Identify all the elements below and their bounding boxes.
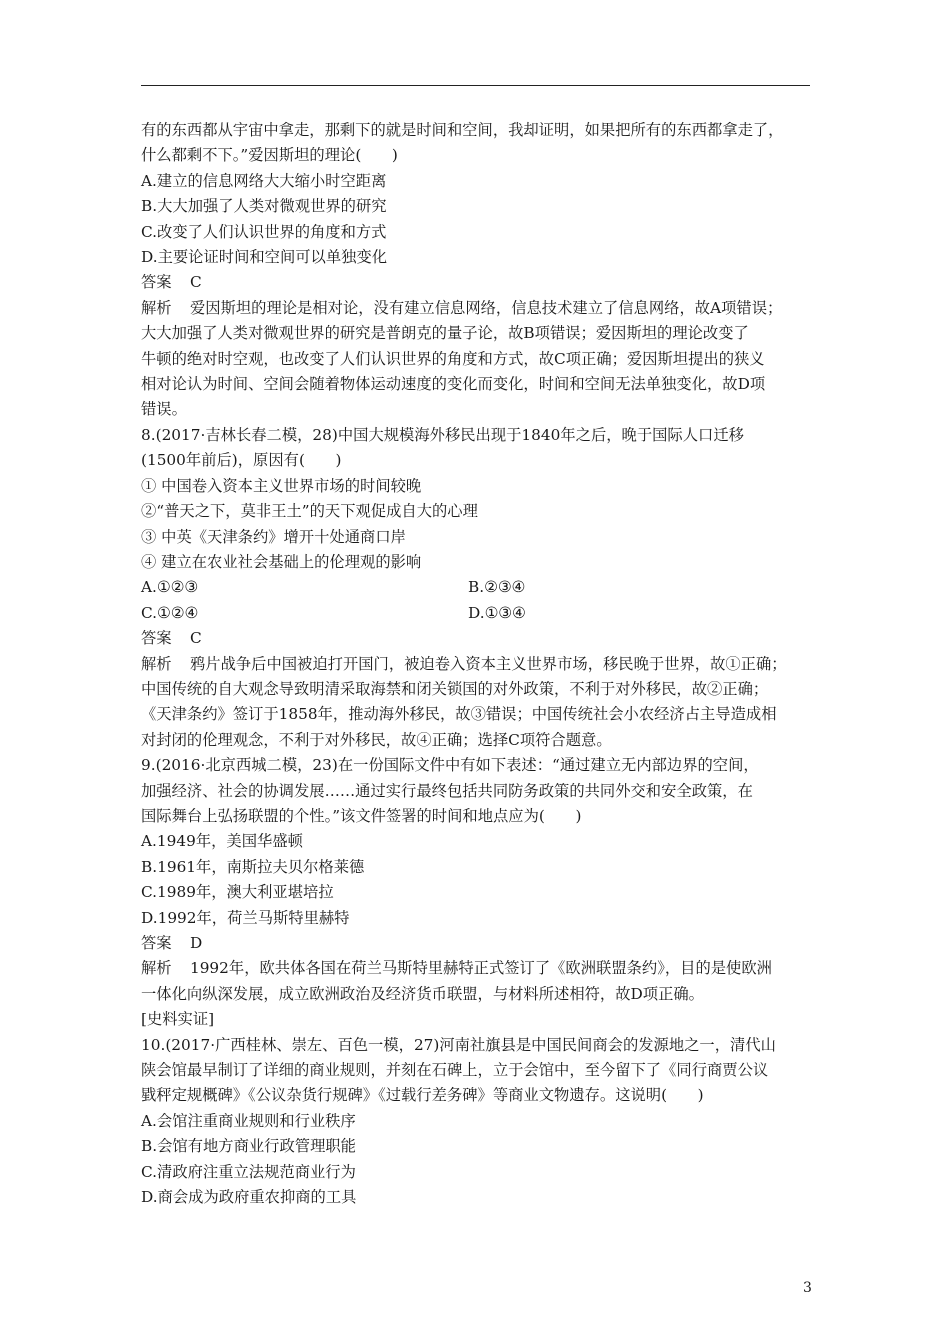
q7-stem-line: 有的东西都从宇宙中拿走，那剩下的就是时间和空间，我却证明，如果把所有的东西都拿走了， xyxy=(141,121,784,139)
q10-stem-line: 10.(2017·广西桂林、崇左、百色一模，27)河南社旗县是中国民间商会的发源地之一，清代山 xyxy=(141,1035,776,1054)
q7-analysis-line: 错误。 xyxy=(141,400,187,419)
q9-stem-line: 国际舞台上弘扬联盟的个性。”该文件签署的时间和地点应为( ) xyxy=(141,806,582,825)
answer-value: C xyxy=(189,629,202,648)
answer-value: C xyxy=(189,273,202,292)
q7-answer xyxy=(141,270,813,295)
q8-option-d: D.①③④ xyxy=(468,603,526,622)
q9-analysis xyxy=(141,956,813,981)
q8-stem-line: 8.(2017·吉林长春二模，28)中国大规模海外移民出现于1840年之后，晚于国际人口迁移 xyxy=(141,425,744,444)
q8-item-4: ④ 建立在农业社会基础上的伦理观的影响 xyxy=(141,552,422,571)
q9-stem-line: 加强经济、社会的协调发展……通过实行最终包括共同防务政策的共同外交和安全政策，在 xyxy=(141,781,753,800)
q9-option-d: D.1992年，荷兰马斯特里赫特 xyxy=(141,908,350,927)
analysis-text: 1992年，欧共体各国在荷兰马斯特里赫特正式签订了《欧洲联盟条约》，目的是使欧洲 xyxy=(189,959,772,978)
page-number: 3 xyxy=(803,1280,812,1296)
q10-option-a: A.会馆注重商业规则和行业秩序 xyxy=(141,1111,356,1130)
q10-option-b: B.会馆有地方商业行政管理职能 xyxy=(141,1137,356,1156)
answer-value: D xyxy=(189,934,203,952)
page-content xyxy=(141,118,813,1210)
q9-answer xyxy=(141,931,813,956)
analysis-label: 解析 xyxy=(141,959,172,978)
q8-analysis-line: 对封闭的伦理观念，不利于对外移民，故④正确；选择C项符合题意。 xyxy=(141,730,612,749)
header-rule xyxy=(141,85,810,86)
q7-analysis-line: 牛顿的绝对时空观，也改变了人们认识世界的角度和方式，故C项正确；爱因斯坦提出的狭义 xyxy=(141,349,765,368)
q8-options-row xyxy=(141,601,813,626)
q8-option-b: B.②③④ xyxy=(468,578,526,597)
q8-option-a: A.①②③ xyxy=(141,578,199,597)
q8-answer xyxy=(141,626,813,651)
q8-option-c: C.①②④ xyxy=(141,603,199,622)
q7-option-d: D.主要论证时间和空间可以单独变化 xyxy=(141,248,388,267)
q7-option-c: C.改变了人们认识世界的角度和方式 xyxy=(141,222,387,241)
q8-item-3: ③ 中英《天津条约》增开十处通商口岸 xyxy=(141,527,406,546)
analysis-label: 解析 xyxy=(141,298,172,317)
section-label: [史料实证] xyxy=(141,1010,215,1029)
q7-option-b: B.大大加强了人类对微观世界的研究 xyxy=(141,197,387,216)
answer-label: 答案 xyxy=(141,629,172,648)
analysis-text: 爱因斯坦的理论是相对论，没有建立信息网络，信息技术建立了信息网络，故A项错误； xyxy=(189,298,783,317)
answer-label: 答案 xyxy=(141,934,172,952)
answer-label: 答案 xyxy=(141,273,172,292)
q10-option-c: C.清政府注重立法规范商业行为 xyxy=(141,1162,356,1181)
q8-item-1: ① 中国卷入资本主义世界市场的时间较晚 xyxy=(141,476,422,495)
q9-option-a: A.1949年，美国华盛顿 xyxy=(141,832,303,851)
q8-options-row xyxy=(141,575,813,600)
q8-stem-line: (1500年前后)，原因有( ) xyxy=(141,451,342,470)
q7-option-a: A.建立的信息网络大大缩小时空距离 xyxy=(141,171,387,190)
q7-analysis-line: 大大加强了人类对微观世界的研究是普朗克的量子论，故B项错误；爱因斯坦的理论改变了 xyxy=(141,324,749,343)
q10-stem-line: 戥秤定规概碑》《公议杂货行规碑》《过载行差务碑》等商业文物遗存。这说明( ) xyxy=(141,1086,704,1105)
q7-analysis-line: 相对论认为时间、空间会随着物体运动速度的变化而变化，时间和空间无法单独变化，故D项 xyxy=(141,375,766,394)
q10-stem-line: 陕会馆最早制订了详细的商业规则，并刻在石碑上，立于会馆中，至今留下了《同行商贾公议 xyxy=(141,1061,769,1080)
q9-option-c: C.1989年，澳大利亚堪培拉 xyxy=(141,883,334,902)
analysis-text: 鸦片战争后中国被迫打开国门，被迫卷入资本主义世界市场，移民晚于世界，故①正确； xyxy=(189,654,787,673)
q8-item-2: ②“普天之下，莫非王土”的天下观促成自大的心理 xyxy=(141,502,478,521)
q8-analysis xyxy=(141,652,813,677)
q8-analysis-line: 中国传统的自大观念导致明清采取海禁和闭关锁国的对外政策，不利于对外移民，故②正确； xyxy=(141,679,769,698)
q9-option-b: B.1961年，南斯拉夫贝尔格莱德 xyxy=(141,857,365,876)
q9-stem-line: 9.(2016·北京西城二模，23)在一份国际文件中有如下表述：“通过建立无内部边界的空间， xyxy=(141,756,759,775)
analysis-label: 解析 xyxy=(141,654,172,673)
q8-analysis-line: 《天津条约》签订于1858年，推动海外移民，故③错误；中国传统社会小农经济占主导造成相 xyxy=(141,705,777,724)
q7-stem-line: 什么都剩不下。”爱因斯坦的理论( ) xyxy=(141,146,398,165)
q9-analysis-line: 一体化向纵深发展，成立欧洲政治及经济货币联盟，与材料所述相符，故D项正确。 xyxy=(141,984,704,1003)
q7-analysis xyxy=(141,296,813,321)
q10-option-d: D.商会成为政府重农抑商的工具 xyxy=(141,1188,357,1207)
